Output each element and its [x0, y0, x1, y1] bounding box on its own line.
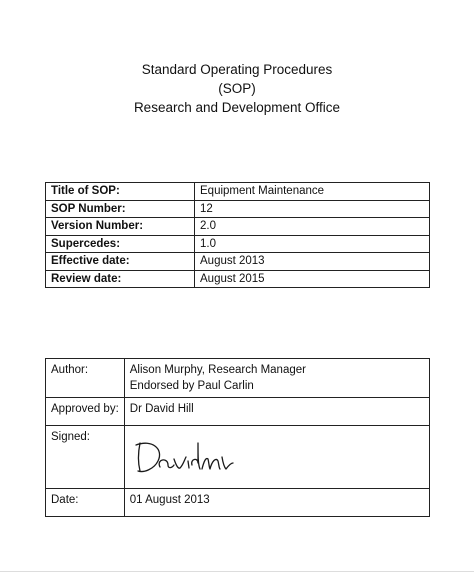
- table-row: [46, 489, 430, 517]
- table-row: [46, 253, 430, 271]
- signature-cell: [124, 426, 429, 489]
- sop-details-table: [45, 182, 430, 288]
- table-row: [46, 426, 430, 489]
- endorsement: Endorsed by Paul Carlin: [129, 380, 254, 392]
- version-number-value: 2.0: [195, 218, 430, 236]
- review-date-value: August 2015: [195, 270, 430, 288]
- date-label: Date:: [46, 489, 125, 517]
- approved-by-value: Dr David Hill: [124, 398, 429, 426]
- table-row: [46, 218, 430, 236]
- title-line-1: Standard Operating Procedures: [141, 62, 333, 77]
- supercedes-label: Supercedes:: [46, 235, 195, 253]
- author-name: Alison Murphy, Research Manager: [129, 364, 306, 376]
- table-row: [46, 183, 430, 201]
- review-date-label: Review date:: [46, 270, 195, 288]
- table-row: [46, 270, 430, 288]
- handwritten-signature: [130, 435, 240, 479]
- author-label: Author:: [46, 359, 125, 398]
- table-row: [46, 398, 430, 426]
- effective-date-label: Effective date:: [46, 253, 195, 271]
- sop-number-value: 12: [195, 200, 430, 218]
- approved-by-label: Approved by:: [46, 398, 125, 426]
- author-value: [124, 359, 429, 398]
- table-row: [46, 235, 430, 253]
- table-row: [46, 359, 430, 398]
- signoff-table: [45, 358, 430, 517]
- effective-date-value: August 2013: [195, 253, 430, 271]
- version-number-label: Version Number:: [46, 218, 195, 236]
- table-row: [46, 200, 430, 218]
- title-line-2: (SOP): [218, 81, 256, 96]
- title-of-sop-value: Equipment Maintenance: [195, 183, 430, 201]
- title-line-3: Research and Development Office: [133, 100, 341, 115]
- title-of-sop-label: Title of SOP:: [46, 183, 195, 201]
- document-title: [0, 60, 474, 117]
- date-value: 01 August 2013: [124, 489, 429, 517]
- signed-label: Signed:: [46, 426, 125, 489]
- supercedes-value: 1.0: [195, 235, 430, 253]
- sop-number-label: SOP Number:: [46, 200, 195, 218]
- page-edge-divider: [0, 571, 474, 572]
